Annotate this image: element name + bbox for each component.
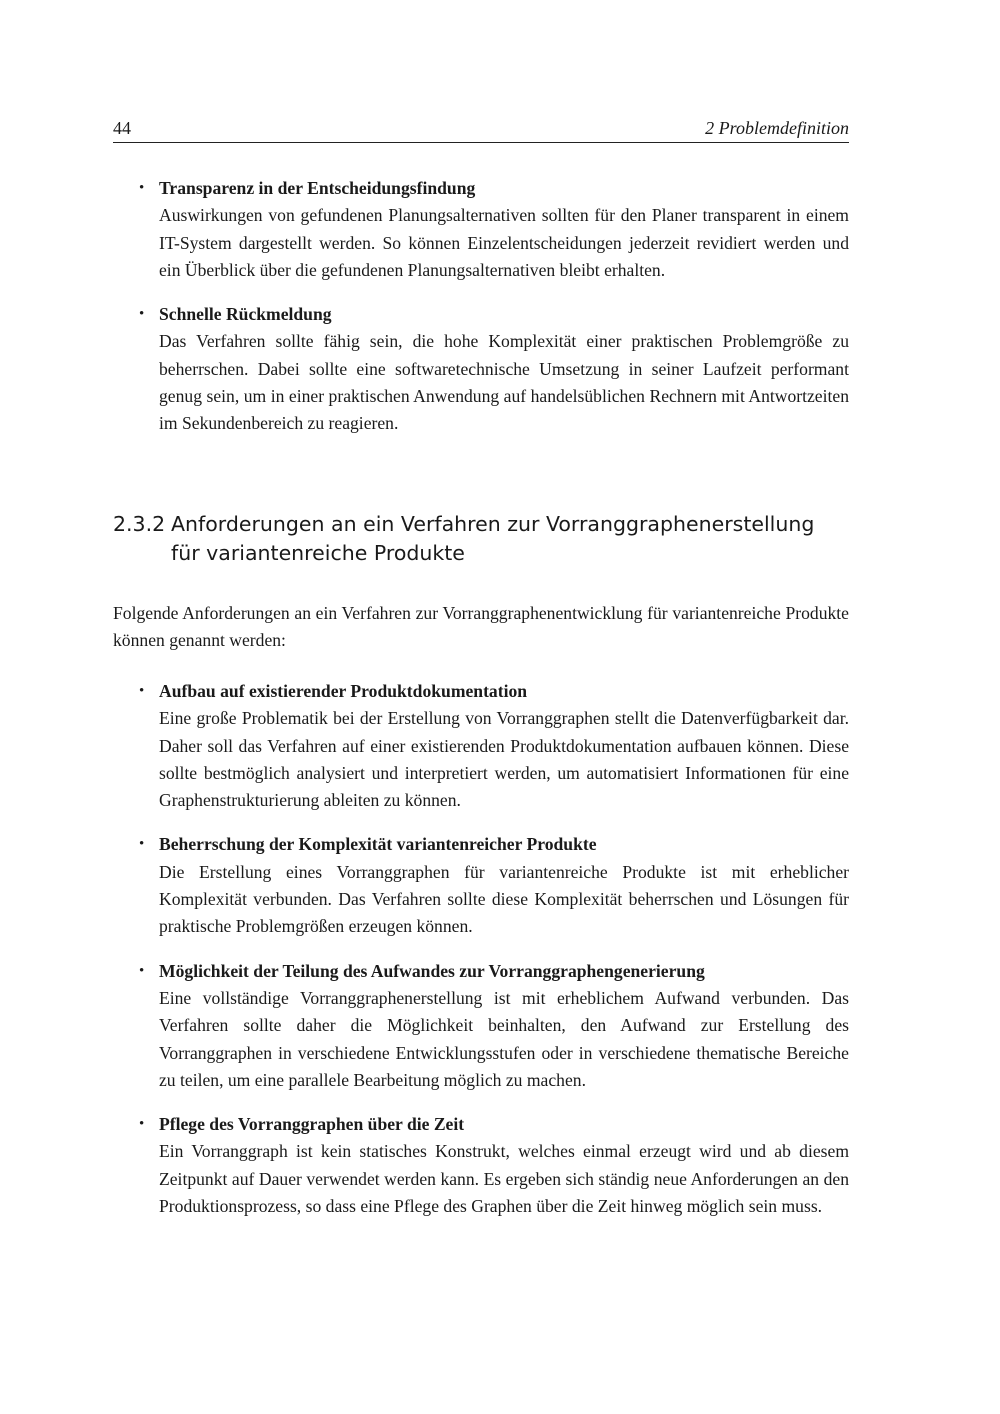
document-page xyxy=(113,0,849,1414)
list-item-body: Eine große Problematik bei der Erstellung von Vorranggraphen stellt die Datenverfügbarkeit dar. Daher soll das Verfahren auf einer existierenden Produktdokumentation aufbauen können. Diese sollte bestmöglich analysiert und interpretiert werden, um automatisiert Informationen für eine Graphenstrukturierung ableiten zu können. xyxy=(159,708,849,811)
list-item-body: Das Verfahren sollte fähig sein, die hohe Komplexität einer praktischen Problemgröße zu beherrschen. Dabei sollte eine softwaretechnische Umsetzung in seiner Laufzeit performant genug sein, um in einer praktischen Anwendung auf handelsüblichen Rechnern mit Antwortzeiten im Sekundenbereich zu reagieren. xyxy=(159,331,849,434)
bullet-icon: • xyxy=(139,180,145,196)
list-item-title: Beherrschung der Komplexität variantenreicher Produkte xyxy=(159,834,597,855)
list-item-title: Schnelle Rückmeldung xyxy=(159,304,332,325)
list-item xyxy=(113,175,849,284)
list-item xyxy=(113,958,849,1094)
list-item-body: Eine vollständige Vorranggraphenerstellung ist mit erheblichem Aufwand verbunden. Das Verfahren sollte daher die Möglichkeit beinhalten, den Aufwand zur Erstellung des Vorranggraphen in verschiedene Entwicklungsstufen oder in verschiedene thematische Bereiche zu teilen, um eine parallele Bearbeitung möglich zu machen. xyxy=(159,987,849,1090)
list-item xyxy=(113,1111,849,1220)
list-item-title: Möglichkeit der Teilung des Aufwandes zur Vorranggraphengenerierung xyxy=(159,960,705,981)
running-header xyxy=(113,116,849,143)
requirements-list-bottom xyxy=(113,678,849,1237)
list-item-title: Pflege des Vorranggraphen über die Zeit xyxy=(159,1114,465,1135)
list-item xyxy=(113,301,849,437)
bullet-icon: • xyxy=(139,306,145,323)
bullet-icon: • xyxy=(139,836,145,853)
list-item-title: Aufbau auf existierender Produktdokumentation xyxy=(159,681,528,701)
page-number: 44 xyxy=(113,118,131,138)
list-item xyxy=(113,831,849,940)
list-item-body: Ein Vorranggraph ist kein statisches Konstrukt, welches einmal erzeugt wird und ab diesem Zeitpunkt auf Dauer verwendet werden kann. Es ergeben sich ständig neue Anforderungen an den Produktionsprozess, so dass eine Pflege des Graphen über die Zeit hinweg möglich sein muss. xyxy=(159,1141,849,1217)
list-item-title: Transparenz in der Entscheidungsfindung xyxy=(159,178,476,198)
section-title: Anforderungen an ein Verfahren zur Vorranggraphenerstellung für variantenreiche Produkte xyxy=(171,512,815,565)
bullet-icon: • xyxy=(139,962,145,979)
list-item xyxy=(113,678,849,814)
bullet-icon: • xyxy=(139,1116,145,1133)
list-item-body: Die Erstellung eines Vorranggraphen für variantenreiche Produkte ist mit erheblicher Komplexität verbunden. Das Verfahren sollte diese Komplexität beherrschen und Lösungen für praktische Problemgrößen erzeugen können. xyxy=(159,861,849,937)
intro-paragraph: Folgende Anforderungen an ein Verfahren zur Vorranggraphenentwicklung für variantenreiche Produkte können genannt werden: xyxy=(113,603,849,651)
section-heading xyxy=(113,510,849,568)
chapter-title: 2 Problemdefinition xyxy=(705,118,849,138)
requirements-list-top xyxy=(113,175,849,455)
section-number: 2.3.2 xyxy=(113,512,166,536)
list-item-body: Auswirkungen von gefundenen Planungsalternativen sollten für den Planer transparent in einem IT-System dargestellt werden. So können Einzelentscheidungen jederzeit revidiert werden und ein Überblick über die gefundenen Planungsalternativen bleibt erhalten. xyxy=(159,205,849,280)
bullet-icon: • xyxy=(139,683,145,699)
